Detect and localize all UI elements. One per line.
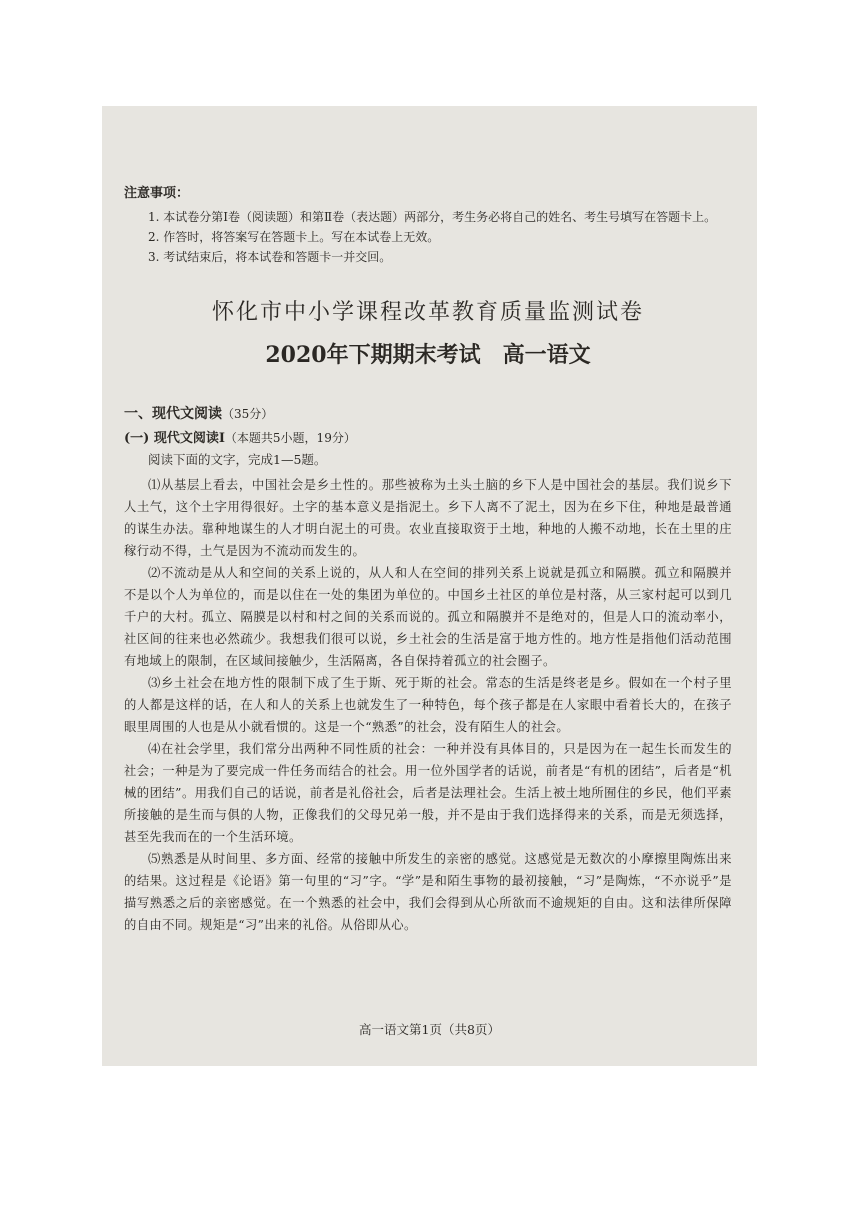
section-label: 一、现代文阅读 bbox=[124, 406, 222, 422]
page-footer: 高一语文第1页（共8页） bbox=[359, 1022, 500, 1037]
subsection-heading bbox=[124, 427, 732, 446]
subsection-label: (一) 现代文阅读Ⅰ bbox=[124, 431, 225, 446]
passage-paragraph-4: ⑷在社会学里，我们常分出两种不同性质的社会：一种并没有具体目的，只是因为在一起生长而发生的社会；一种是为了要完成一件任务而结合的社会。用一位外国学者的话说，前者是“有机的团结”，后者是“机械的团结”。用我们自己的话说，前者是礼俗社会，后者是法理社会。生活上被土地所囿住的乡民，他们平素所接触的是生而与俱的人物，正像我们的父母兄弟一般，并不是由于我们选择得来的关系，而是无须选择，甚至先我而在的一个生活环境。 bbox=[124, 742, 732, 844]
subsection-points: （本题共5小题，19分） bbox=[224, 431, 356, 445]
notice-block bbox=[124, 182, 732, 267]
notice-item-1: 1. 本试卷分第Ⅰ卷（阅读题）和第Ⅱ卷（表达题）两部分，考生务必将自己的姓名、考生号填写在答题卡上。 bbox=[148, 210, 717, 224]
exam-term: 2020年下期期末考试 bbox=[265, 342, 481, 368]
notice-title: 注意事项： bbox=[124, 186, 190, 201]
exam-title: 怀化市中小学课程改革教育质量监测试卷 bbox=[211, 300, 644, 325]
passage-paragraph-1: ⑴从基层上看去，中国社会是乡土性的。那些被称为土头土脑的乡下人是中国社会的基层。我们说乡下人土气，这个土字用得很好。土字的基本意义是指泥土。乡下人离不了泥土，因为在乡下住，种地是最普通的谋生办法。靠种地谋生的人才明白泥土的可贵。农业直接取资于土地，种地的人搬不动地，长在土里的庄稼行动不得，土气是因为不流动而发生的。 bbox=[124, 478, 732, 558]
exam-subtitle bbox=[124, 338, 732, 369]
section-heading bbox=[124, 403, 732, 423]
reading-instruction: 阅读下面的文字，完成1—5题。 bbox=[148, 452, 327, 467]
notice-item-2: 2. 作答时，将答案写在答题卡上。写在本试卷上无效。 bbox=[148, 230, 440, 244]
passage-paragraph-2: ⑵不流动是从人和空间的关系上说的，从人和人在空间的排列关系上说就是孤立和隔膜。孤立和隔膜并不是以个人为单位的，而是以住在一处的集团为单位的。中国乡土社区的单位是村落，从三家村起可以到几千户的大村。孤立、隔膜是以村和村之间的关系而说的。孤立和隔膜并不是绝对的，但是人口的流动率小，社区间的往来也必然疏少。我想我们很可以说，乡土社会的生活是富于地方性的。地方性是指他们活动范围有地域上的限制，在区域间接触少，生活隔离，各自保持着孤立的社会圈子。 bbox=[124, 566, 732, 668]
page-content bbox=[124, 182, 732, 936]
exam-subject: 高一语文 bbox=[502, 342, 591, 368]
section-points: （35分） bbox=[222, 407, 274, 421]
passage-paragraph-5: ⑸熟悉是从时间里、多方面、经常的接触中所发生的亲密的感觉。这感觉是无数次的小摩擦里陶炼出来的结果。这过程是《论语》第一句里的“习”字。“学”是和陌生事物的最初接触，“习”是陶炼，“不亦说乎”是描写熟悉之后的亲密感觉。在一个熟悉的社会中，我们会得到从心所欲而不逾规矩的自由。这和法律所保障的自由不同。规矩是“习”出来的礼俗。从俗即从心。 bbox=[124, 852, 732, 932]
exam-page bbox=[102, 106, 757, 1066]
passage-paragraph-3: ⑶乡土社会在地方性的限制下成了生于斯、死于斯的社会。常态的生活是终老是乡。假如在一个村子里的人都是这样的话，在人和人的关系上也就发生了一种特色，每个孩子都是在人家眼中看着长大的，在孩子眼里周围的人也是从小就看惯的。这是一个“熟悉”的社会，没有陌生人的社会。 bbox=[124, 676, 732, 734]
exam-header bbox=[124, 295, 732, 369]
notice-item-3: 3. 考试结束后，将本试卷和答题卡一并交回。 bbox=[148, 250, 392, 264]
reading-passage bbox=[124, 474, 732, 936]
